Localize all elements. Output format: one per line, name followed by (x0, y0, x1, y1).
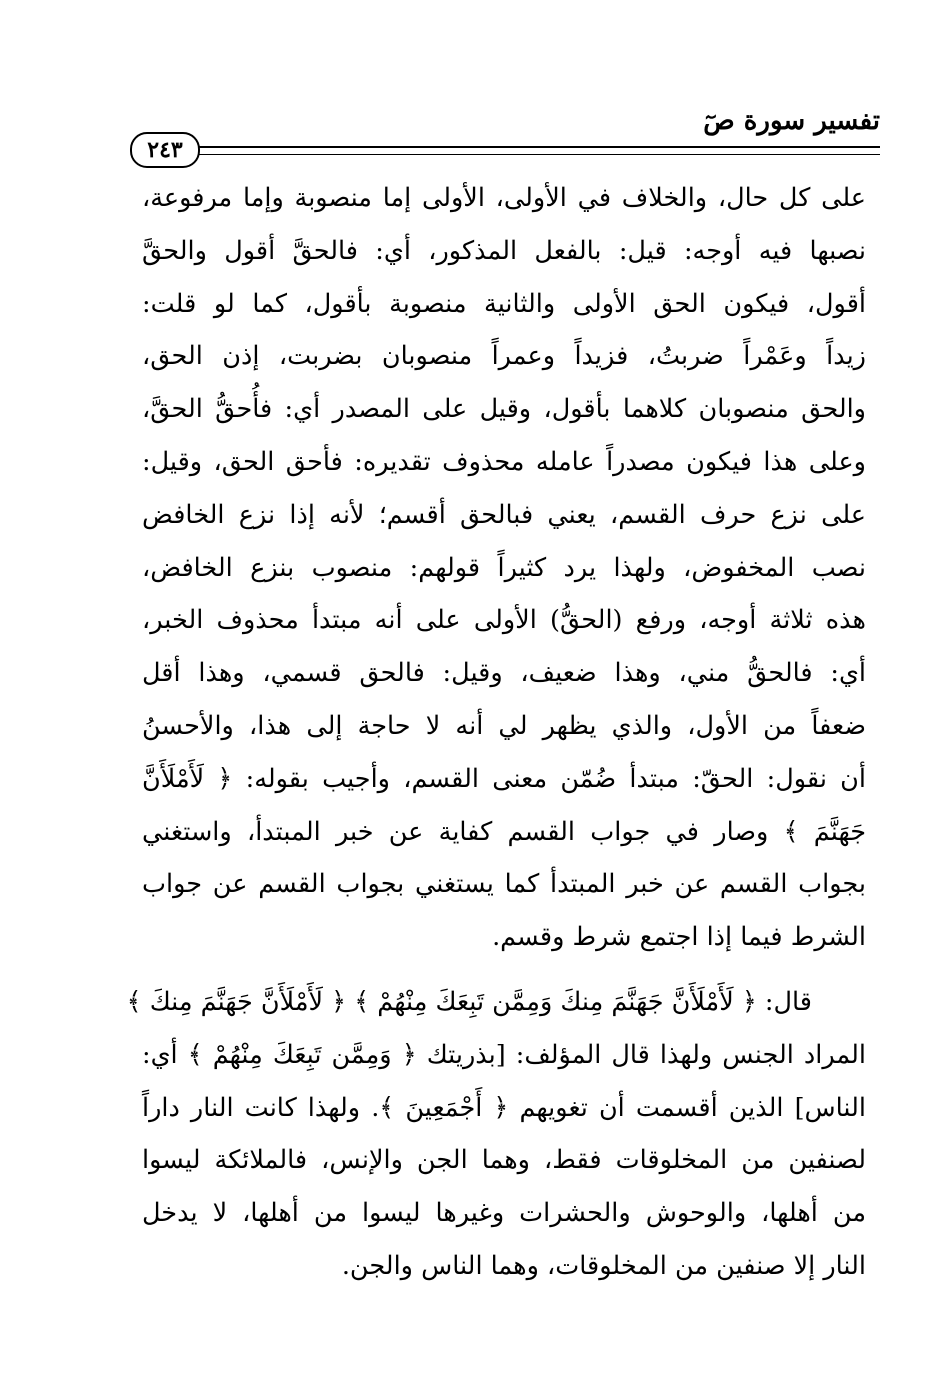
paragraph-2 (126, 976, 866, 1293)
text-line: والحق منصوبان كلاهما بأقول، وقيل على المصدر أي: فأُحقُّ الحقَّ، (142, 394, 866, 425)
paragraph-1 (142, 172, 866, 964)
text-line: ضعفاً من الأول، والذي يظهر لي أنه لا حاجة إلى هذا، والأحسنُ (142, 710, 866, 741)
text-line: زيداً وعَمْراً ضربتُ، فزيداً وعمراً منصوبان بضربت، إذن الحق، (142, 341, 866, 372)
text-line: بجواب القسم عن خبر المبتدأ كما يستغني بجواب القسم عن جواب (142, 869, 866, 900)
text-line: الشرط فيما إذا اجتمع شرط وقسم. (492, 922, 866, 953)
text-line: النار إلا صنفين من المخلوقات، وهما الناس والجن. (341, 1250, 866, 1281)
text-line: من أهلها، والوحوش والحشرات وغيرها ليسوا من أهلها، لا يدخل (142, 1198, 866, 1229)
text-line: قال: ﴿ لَأَمْلَأَنَّ جَهَنَّمَ مِنكَ وَمِمَّن تَبِعَكَ مِنْهُمْ ﴾ ﴿ لَأَمْلَأَنَّ جَهَنَّمَ مِنكَ ﴾ (126, 986, 812, 1017)
text-line: على نزع حرف القسم، يعني فبالحق أقسم؛ لأنه إذا نزع الخافض (142, 499, 866, 530)
text-line: جَهَنَّمَ ﴾ وصار في جواب القسم كفاية عن خبر المبتدأ، واستغني (142, 816, 866, 847)
text-line: نصب المخفوض، ولهذا يرد كثيراً قولهم: منصوب بنزع الخافض، (142, 552, 866, 583)
header-rule (190, 146, 880, 155)
text-line: أقول، فيكون الحق الأولى والثانية منصوبة بأقول، كما لو قلت: (142, 288, 866, 319)
page-body (126, 172, 866, 1293)
text-line: المراد الجنس ولهذا قال المؤلف: [بذريتك ﴿ وَمِمَّن تَبِعَكَ مِنْهُمْ ﴾ أي: (142, 1039, 866, 1070)
page-header (130, 100, 880, 170)
text-line: أي: فالحقُّ مني، وهذا ضعيف، وقيل: فالحق قسمي، وهذا أقل (142, 658, 866, 689)
page-number-badge: ٢٤٣ (130, 132, 200, 168)
text-line: هذه ثلاثة أوجه، ورفع (الحقُّ) الأولى على أنه مبتدأ محذوف الخبر، (142, 605, 866, 636)
text-line: لصنفين من المخلوقات فقط، وهما الجن والإنس، فالملائكة ليسوا (142, 1145, 866, 1176)
text-line: الناس] الذين أقسمت أن تغويهم ﴿ أَجْمَعِينَ ﴾. ولهذا كانت النار داراً (142, 1092, 866, 1123)
running-title: تفسير سورة صٓ (703, 106, 880, 136)
text-line: نصبها فيه أوجه: قيل: بالفعل المذكور، أي: فالحقَّ أقول والحقَّ (142, 235, 866, 266)
text-line: على كل حال، والخلاف في الأولى، الأولى إما منصوبة وإما مرفوعة، (142, 183, 866, 213)
text-line: وعلى هذا فيكون مصدراً عامله محذوف تقديره: فأحق الحق، وقيل: (142, 446, 866, 477)
text-line: أن نقول: الحقّ: مبتدأ ضُمّن معنى القسم، وأجيب بقوله: ﴿ لَأَمْلَأَنَّ (142, 763, 866, 794)
